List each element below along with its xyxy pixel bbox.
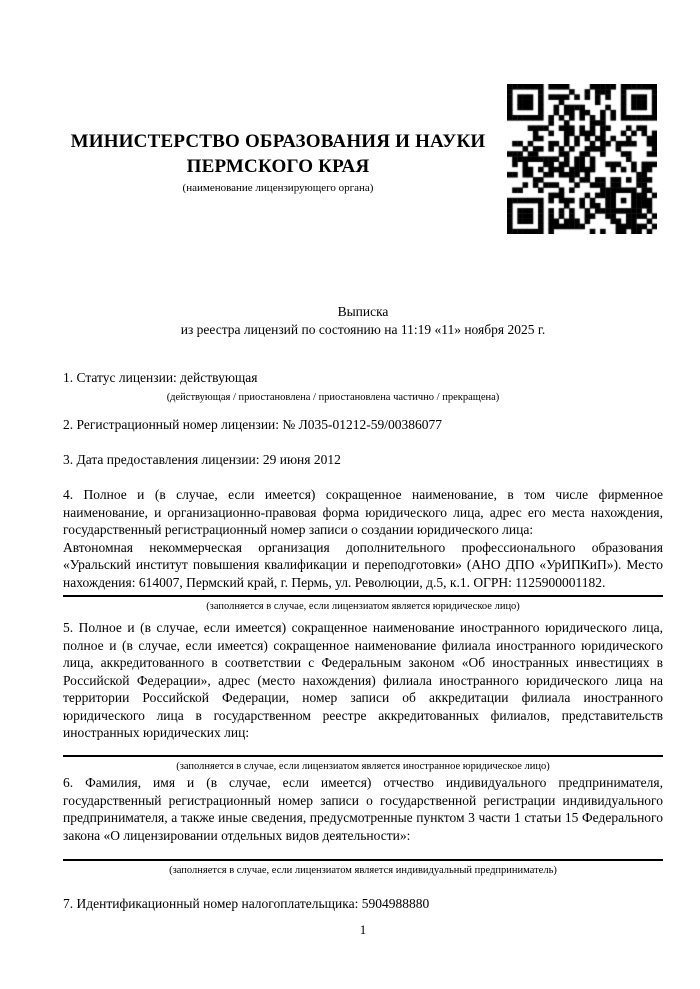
item-2-reg-number xyxy=(63,416,663,434)
document-title xyxy=(63,303,663,338)
licensing-authority-header xyxy=(63,129,493,194)
item-1-text: 1. Статус лицензии: действующая xyxy=(63,370,258,385)
item-6-question: 6. Фамилия, имя и (в случае, если имеется) отчество индивидуального предпринимателя, государственный регистрационный номер записи о государственной регистрации индивидуального предпринимателя, а также иные сведения, предусмотренные пунктом 3 части 1 статьи 15 Федерального закона «О лицензировании отдельных видов деятельности»: xyxy=(63,775,663,843)
title-line2: из реестра лицензий по состоянию на 11:19 «11» ноября 2025 г. xyxy=(180,321,546,337)
item-5-foreign-entity xyxy=(63,619,663,773)
item-4-value: Автономная некоммерческая организация дополнительного профессионального образования «Уральский институт повышения квалификации и переподготовки» (АНО ДПО «УрИПКиП»). Место нахождения: 614007, Пермский край, г. Пермь, ул. Революции, д.5, к.1. ОГРН: 1125900001182. xyxy=(63,539,663,590)
item-6-note: (заполняется в случае, если лицензиатом является индивидуальный предприниматель) xyxy=(169,865,557,876)
item-3-grant-date xyxy=(63,451,663,469)
item-7-taxpayer-number xyxy=(63,895,663,913)
item-1-note: (действующая / приостановлена / приостановлена частично / прекращена) xyxy=(166,391,500,403)
item-3-text: 3. Дата предоставления лицензии: 29 июня 2012 xyxy=(63,452,341,467)
item-5-note: (заполняется в случае, если лицензиатом является иностранное юридическое лицо) xyxy=(176,760,550,772)
item-2-text: 2. Регистрационный номер лицензии: № Л035-01212-59/00386077 xyxy=(63,417,443,432)
authority-name-note: (наименование лицензирующего органа) xyxy=(182,182,374,194)
item-5-fill-line xyxy=(63,755,663,757)
authority-name-line1: МИНИСТЕРСТВО ОБРАЗОВАНИЯ И НАУКИ xyxy=(70,131,486,152)
item-4-fill-line xyxy=(63,595,663,597)
item-4-question: 4. Полное и (в случае, если имеется) сокращенное наименование, в том числе фирменное наименование, и организационно-правовая форма юридического лица, адрес его места нахождения, государственный регистрационный номер записи о создании юридического лица: xyxy=(63,487,663,537)
item-7-text: 7. Идентификационный номер налогоплательщика: 5904988880 xyxy=(63,896,430,911)
title-line1: Выписка xyxy=(337,304,389,319)
item-4-note: (заполняется в случае, если лицензиатом является юридическое лицо) xyxy=(206,601,520,612)
item-6-empty-value xyxy=(63,844,663,855)
item-1-status xyxy=(63,369,663,404)
page-number: 1 xyxy=(359,922,367,937)
item-6-individual-entrepreneur xyxy=(63,774,663,877)
item-5-question: 5. Полное и (в случае, если имеется) сокращенное наименование иностранного юридического лица, полное и (в случае, если имеется) сокращенное наименование филиала иностранного юридического лица, аккредитованного в соответствии с Федеральным законом «Об иностранных инвестициях в Российской Федерации», адрес (место нахождения) филиала иностранного юридического лица на территории Российской Федерации, номер записи об аккредитации филиала иностранного юридического лица в государственном реестре аккредитованных филиалов, представительств иностранных юридических лиц: xyxy=(63,620,663,740)
authority-name-line2: ПЕРМСКОГО КРАЯ xyxy=(186,156,370,177)
item-6-fill-line xyxy=(63,859,663,861)
item-5-empty-value xyxy=(63,742,663,751)
item-4-legal-entity xyxy=(63,486,663,613)
qr-code xyxy=(507,84,657,234)
